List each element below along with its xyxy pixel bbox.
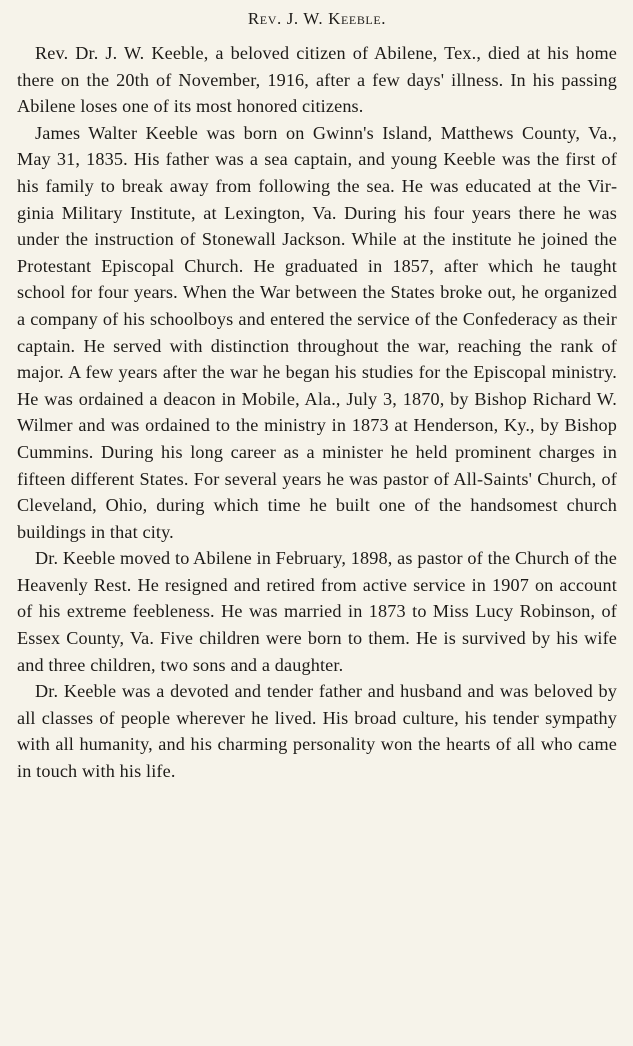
- article-title: Rev. J. W. Keeble.: [247, 9, 387, 28]
- article-paragraph-3: Dr. Keeble moved to Abilene in February, 1898, as pastor of the Church of the Heavenly Rest. He resigned and retired from active service in 1907 on account of his extreme feebleness. He was married in 1873 to Miss Lucy Robinson, of Essex County, Va. Five children were born to them. He is survived by his wife and three children, two sons and a daughter.: [17, 548, 617, 675]
- article-paragraph-1: Rev. Dr. J. W. Keeble, a beloved citizen of Abilene, Tex., died at his home there on the 20th of November, 1916, after a few days' illness. In his passing Abilene loses one of its most honored citizens.: [17, 43, 617, 117]
- article-paragraph-2: James Walter Keeble was born on Gwinn's Island, Matthews County, Va., May 31, 1835. His father was a sea captain, and young Keeble was the first of his family to break away from following the sea. He was educated at the Virginia Military Institute, at Lexington, Va. During his four years there he was under the instruction of Stonewall Jackson. While at the institute he joined the Protestant Episcopal Church. He graduated in 1857, after which he taught school for four years. When the War between the States broke out, he organized a company of his schoolboys and entered the service of the Confederacy as their captain. He served with distinction throughout the war, reaching the rank of major. A few years after the war he began his studies for the Episcopal ministry. He was ordained a deacon in Mobile, Ala., July 3, 1870, by Bishop Richard W. Wilmer and was ordained to the ministry in 1873 at Henderson, Ky., by Bishop Cummins. During his long career as a minister he held prominent charges in fifteen different States. For several years he was pastor of All-Saints' Church, of Cleveland, Ohio, during which time he built one of the handsomest church buildings in that city.: [17, 122, 617, 542]
- article-paragraph-4: Dr. Keeble was a devoted and tender father and husband and was beloved by all classes of people wherever he lived. His broad culture, his tender sympathy with all humanity, and his charming personality won the hearts of all who came in touch with his life.: [17, 681, 617, 782]
